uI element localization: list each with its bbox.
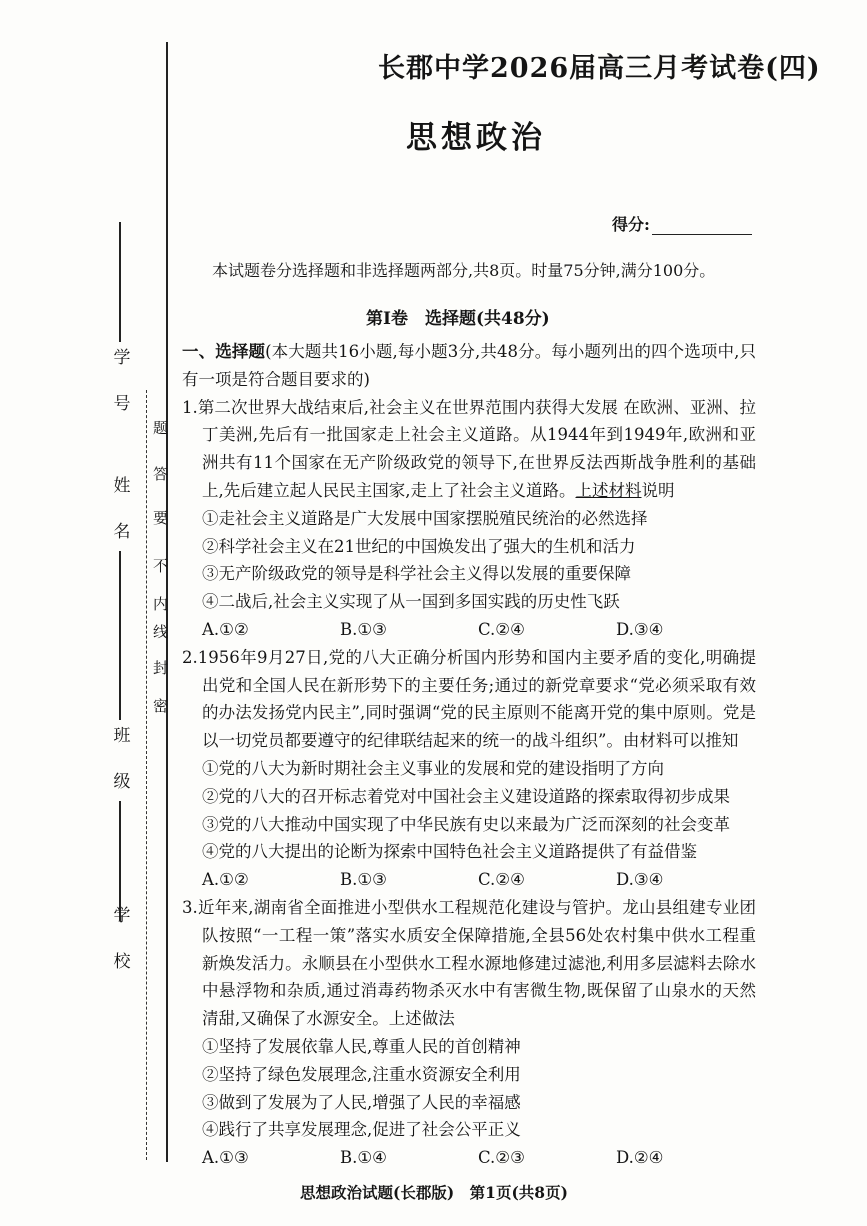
choice-a[interactable]: A.①② [202,870,249,890]
question-2-option: ①党的八大为新时期社会主义事业的发展和党的建设指明了方向 [202,758,664,778]
question-1-option: ③无产阶级政党的领导是科学社会主义得以发展的重要保障 [202,564,631,584]
class-field[interactable] [106,660,134,921]
section-title: 第Ⅰ卷 选择题(共48分) [366,309,550,329]
school-field[interactable] [106,900,134,981]
choice-c[interactable]: C.②③ [478,1148,525,1168]
score-label: 得分: [612,215,650,234]
question-3-option: ③做到了发展为了人民,增强了人民的幸福感 [202,1092,521,1112]
name-label: 姓 名 [109,476,130,545]
page-footer: 思想政治试题(长郡版) 第1页(共8页) [300,1183,568,1202]
choice-c[interactable]: C.②④ [478,870,525,890]
student-id-label: 学 号 [109,348,130,417]
score-blank[interactable] [652,218,752,235]
question-3-stem: 3.近年来,湖南省全面推进小型供水工程规范化建设与管护。龙山县组建专业团队按照“一工程一策”落实水质安全保障措施,全县56处农村集中供水工程重新焕发活力。永顺县在小型供水工程水源地修建过滤池,利用多层滤料去除水中悬浮物和杂质,通过消毒药物杀灭水中有害微生物,既保留了山泉水的天然清甜,又确保了水源安全。上述做法 [182,897,756,1029]
exam-title: 长郡中学2026届高三月考试卷(四) [378,53,821,84]
choice-c[interactable]: C.②④ [478,619,525,639]
seal-char: 题 [151,420,169,435]
seal-char: 线 [151,624,169,639]
question-3-option: ④践行了共享发展理念,促进了社会公平正义 [202,1120,521,1140]
question-2-option: ②党的八大的召开标志着党对中国社会主义建设道路的探索取得初步成果 [202,786,730,806]
question-2-option: ③党的八大推动中国实现了中华民族有史以来最为广泛而深刻的社会变革 [202,814,730,834]
seal-char: 不 [151,558,169,573]
choice-b[interactable]: B.①④ [340,1148,387,1168]
seal-char: 内 [151,596,169,611]
name-field[interactable] [106,470,134,661]
exam-intro: 本试题卷分选择题和非选择题两部分,共8页。时量75分钟,满分100分。 [212,261,716,280]
seal-dashed-line [146,390,147,1160]
question-3-choices [182,1144,756,1172]
school-label: 学 校 [109,906,130,975]
choice-a[interactable]: A.①② [202,619,249,639]
part-heading: 一、选择题(本大题共16小题,每小题3分,共48分。每小题列出的四个选项中,只有一项是符合题目要求的) [182,342,756,389]
seal-char: 密 [151,698,169,713]
question-2-choices [182,866,756,894]
question-1-option: ④二战后,社会主义实现了从一国到多国实践的历史性飞跃 [202,592,620,612]
question-1-option: ①走社会主义道路是广大发展中国家摆脱殖民统治的必然选择 [202,508,648,528]
question-3-option: ①坚持了发展依靠人民,尊重人民的首创精神 [202,1036,521,1056]
seal-char: 封 [151,660,169,675]
score-field[interactable] [612,212,752,235]
seal-char: 要 [151,510,169,525]
question-1-stem: 1.第二次世界大战结束后,社会主义在世界范围内获得大发展 在欧洲、亚洲、拉丁美洲,先后有一批国家走上社会主义道路。从1944年到1949年,欧洲和亚洲共有11个国家在无产阶级政党的领导下,在世界反法西斯战争胜利的基础上,先后建立起人民民主国家,走上了社会主义道路。上述材料说明 [182,397,756,500]
choice-d[interactable]: D.②④ [616,1148,664,1168]
student-id-field[interactable] [106,222,134,423]
choice-b[interactable]: B.①③ [340,870,387,890]
seal-char: 答 [151,466,169,481]
question-3-option: ②坚持了绿色发展理念,注重水资源安全利用 [202,1064,521,1084]
question-1-choices [182,616,756,644]
choice-d[interactable]: D.③④ [616,619,664,639]
choice-a[interactable]: A.①③ [202,1148,249,1168]
question-2-option: ④党的八大提出的论断为探索中国特色社会主义道路提供了有益借鉴 [202,842,697,862]
question-content [182,338,756,1172]
question-2-stem: 2.1956年9月27日,党的八大正确分析国内形势和国内主要矛盾的变化,明确提出党和全国人民在新形势下的主要任务;通过的新党章要求“党必须采取有效的办法发扬党内民主”,同时强调“党的民主原则不能离开党的集中原则。党是以一切党员都要遵守的纪律联结起来的统一的战斗组织”。由材料可以推知 [182,647,756,751]
choice-d[interactable]: D.③④ [616,870,664,890]
class-label: 班 级 [109,726,130,795]
choice-b[interactable]: B.①③ [340,619,387,639]
question-1-option: ②科学社会主义在21世纪的中国焕发出了强大的生机和活力 [202,536,636,556]
subject-title: 思想政治 [406,120,546,156]
